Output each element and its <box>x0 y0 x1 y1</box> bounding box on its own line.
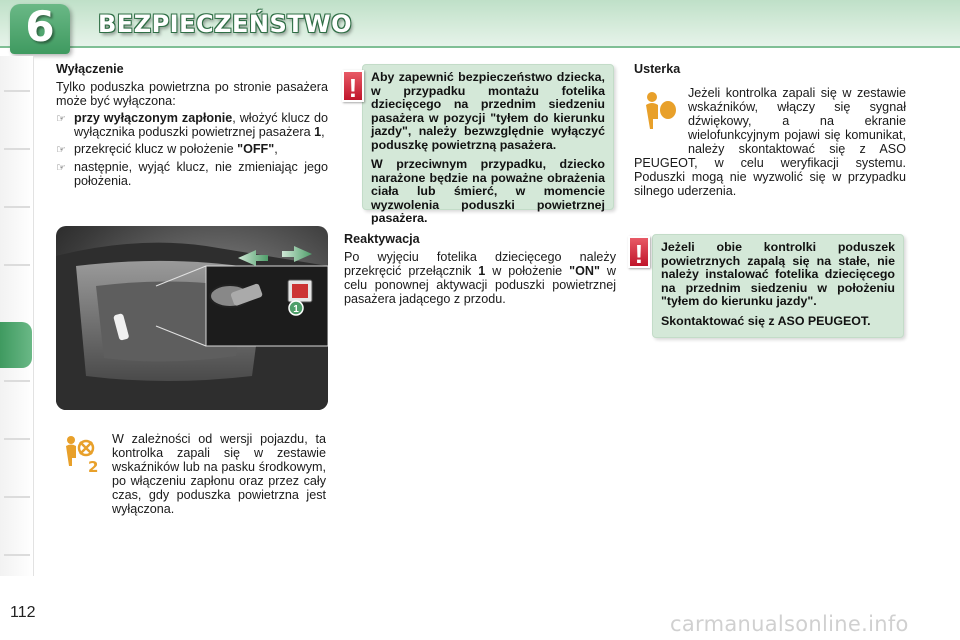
reactivation-section <box>344 232 616 306</box>
list-item <box>56 111 328 139</box>
warning-box-child-seat <box>362 64 614 225</box>
warning-box-both-indicators <box>652 234 904 338</box>
pointing-hand-icon: ☞ <box>56 162 66 174</box>
bullet-text: , włożyć klucz do wyłącznika poduszki powietrznej pasażera <box>74 111 329 139</box>
chapter-number: 6 <box>25 2 55 51</box>
warning-text: Skontaktować się z ASO PEUGEOT. <box>661 313 871 328</box>
deactivation-heading: Wyłączenie <box>56 62 124 76</box>
margin-divider <box>4 496 30 498</box>
margin-divider <box>4 438 30 440</box>
margin-divider <box>4 148 30 150</box>
photo-callout-1: 1 <box>293 304 299 315</box>
warning-text: W przeciwnym przypadku, dziecko narażone będzie na poważne obrażenia ciała lub śmierć, w momencie wyzwolenia poduszki powietrznej pasażera. <box>371 157 605 225</box>
pointing-hand-icon: ☞ <box>56 144 66 156</box>
off-position-label: "OFF" <box>237 142 275 156</box>
svg-text:2: 2 <box>88 458 99 474</box>
on-position-label: "ON" <box>569 264 600 278</box>
airbag-off-icon <box>60 430 104 474</box>
margin-divider <box>4 264 30 266</box>
airbag-fault-icon <box>634 80 686 144</box>
bullet-punctuation: , <box>321 125 325 139</box>
reactivation-heading: Reaktywacja <box>344 232 420 246</box>
page-number: 112 <box>10 604 36 621</box>
deactivation-intro: Tylko poduszka powietrzna po stronie pasażera może być wyłączona: <box>56 80 328 108</box>
pointing-hand-icon: ☞ <box>56 113 66 125</box>
warning-icon: ! <box>342 70 364 102</box>
switch-reference: 1 <box>314 125 322 139</box>
fault-heading: Usterka <box>634 62 681 76</box>
bullet-text: następnie, wyjąć klucz, nie zmieniając jego położenia. <box>74 160 328 188</box>
watermark: carmanualsonline.info <box>670 612 909 636</box>
margin-divider <box>4 90 30 92</box>
chapter-side-tab <box>0 322 32 368</box>
bullet-text: przekręcić klucz w położenie <box>74 142 238 156</box>
deactivation-section <box>56 62 328 188</box>
bullet-punctuation: , <box>274 142 278 156</box>
indicator-description <box>112 432 326 516</box>
warning-text: Aby zapewnić bezpieczeństwo dziecka, w przypadku montażu fotelika dziecięcego na przednim siedzeniu pasażera w pozycji "tyłem do kierunku jazdy", należy bezwzględnie wyłączyć poduszkę powietrzną pasażera. <box>371 70 605 152</box>
glovebox-illustration <box>56 226 328 410</box>
bullet-bold-text: przy wyłączonym zapłonie <box>74 111 233 125</box>
margin-divider <box>4 554 30 556</box>
fault-text: Jeżeli kontrolka zapali się w zestawie wskaźników, włączy się sygnał dźwiękowy, a na ekranie wielofunkcyjnym pojawi się komunikat, należy skontaktować się z ASO PEUGEOT, w celu weryfikacji systemu. Poduszki mogą nie wyzwolić się w przypadku silnego uderzenia. <box>634 86 906 198</box>
reactivation-text: Po wyjęciu fotelika dziecięcego należy przekręcić przełącznik 1 w położenie "ON" w celu ponownej aktywacji poduszki powietrznej pasażera jadącego z przodu. <box>344 250 617 306</box>
list-item <box>56 160 328 188</box>
margin-divider <box>4 380 30 382</box>
airbag-switch-photo <box>56 226 328 410</box>
warning-icon: ! <box>628 236 650 268</box>
page-title: BEZPIECZEŃSTWO <box>98 10 353 38</box>
list-item <box>56 142 328 157</box>
left-margin <box>0 56 34 576</box>
indicator-text: W zależności od wersji pojazdu, ta kontrolka zapali się w zestawie wskaźników lub na pasku środkowym, po włączeniu zapłonu oraz przez cały czas, gdy poduszka powietrzna jest wyłączona. <box>112 432 326 516</box>
warning-text: Jeżeli obie kontrolki poduszek powietrznych zapalą się na stałe, nie należy instalować fotelika dziecięcego na przednim siedzeniu w położeniu "tyłem do kierunku jazdy". <box>661 240 895 308</box>
fault-section <box>634 62 906 198</box>
margin-divider <box>4 206 30 208</box>
switch-reference: 1 <box>478 264 486 278</box>
